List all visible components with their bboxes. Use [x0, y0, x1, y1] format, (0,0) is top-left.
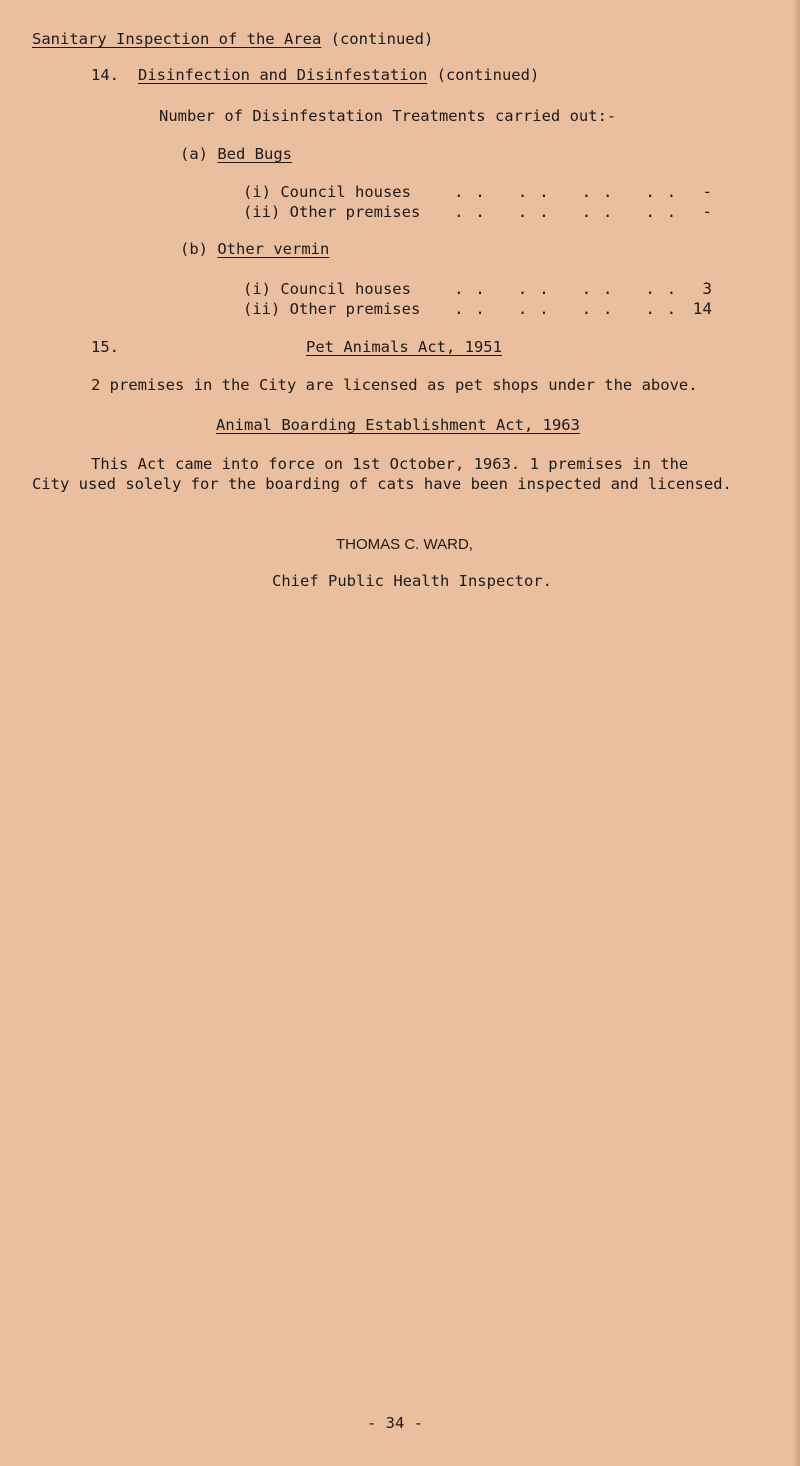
group-b-label	[180, 239, 329, 259]
page-header	[32, 29, 433, 49]
treatments-intro: Number of Disinfestation Treatments carried out:-	[159, 107, 617, 125]
group-b-row-2-value: 14	[692, 299, 712, 318]
page-number: - 34 -	[367, 1414, 423, 1432]
boarding-line-1: This Act came into force on 1st October, 1963. 1 premises in the	[91, 455, 689, 473]
group-b-row-1-label: (i) Council houses	[243, 280, 411, 298]
section-15-text: 2 premises in the City are licensed as pet shops under the above.	[91, 376, 698, 394]
section-15-heading: Pet Animals Act, 1951	[306, 338, 502, 356]
group-b-row-1-leader: . . . . . . . .	[454, 279, 678, 298]
group-a-row-1-value: -	[702, 182, 712, 201]
section-14-title-suffix: (continued)	[427, 66, 540, 84]
signatory-title: Chief Public Health Inspector.	[272, 572, 552, 590]
section-14-number: 14.	[91, 66, 119, 84]
page-edge-shadow	[792, 0, 800, 1466]
group-b-title: Other vermin	[217, 240, 330, 258]
section-14-title: Disinfection and Disinfestation	[138, 66, 428, 84]
group-a-row-1-leader: . . . . . . . .	[454, 182, 678, 201]
boarding-heading: Animal Boarding Establishment Act, 1963	[216, 416, 580, 434]
group-a-row-2-value: -	[702, 202, 712, 221]
group-a-row-2-leader: . . . . . . . .	[454, 202, 678, 221]
group-a-row-2-label: (ii) Other premises	[243, 203, 421, 221]
group-b-row-2-label: (ii) Other premises	[243, 300, 421, 318]
group-a-title: Bed Bugs	[217, 145, 292, 163]
group-b-row-1-value: 3	[702, 279, 712, 298]
section-15-number: 15.	[91, 338, 119, 356]
group-b-prefix: (b)	[180, 240, 218, 258]
group-a-label	[180, 144, 292, 164]
header-title: Sanitary Inspection of the Area	[32, 30, 322, 48]
group-a-prefix: (a)	[180, 145, 218, 163]
group-b-row-2-leader: . . . . . . . .	[454, 299, 678, 318]
signatory-name: THOMAS C. WARD,	[336, 536, 473, 553]
section-14-heading	[138, 65, 539, 85]
header-title-suffix: (continued)	[321, 30, 434, 48]
group-a-row-1-label: (i) Council houses	[243, 183, 411, 201]
boarding-line-2: City used solely for the boarding of cats have been inspected and licensed.	[32, 475, 732, 493]
